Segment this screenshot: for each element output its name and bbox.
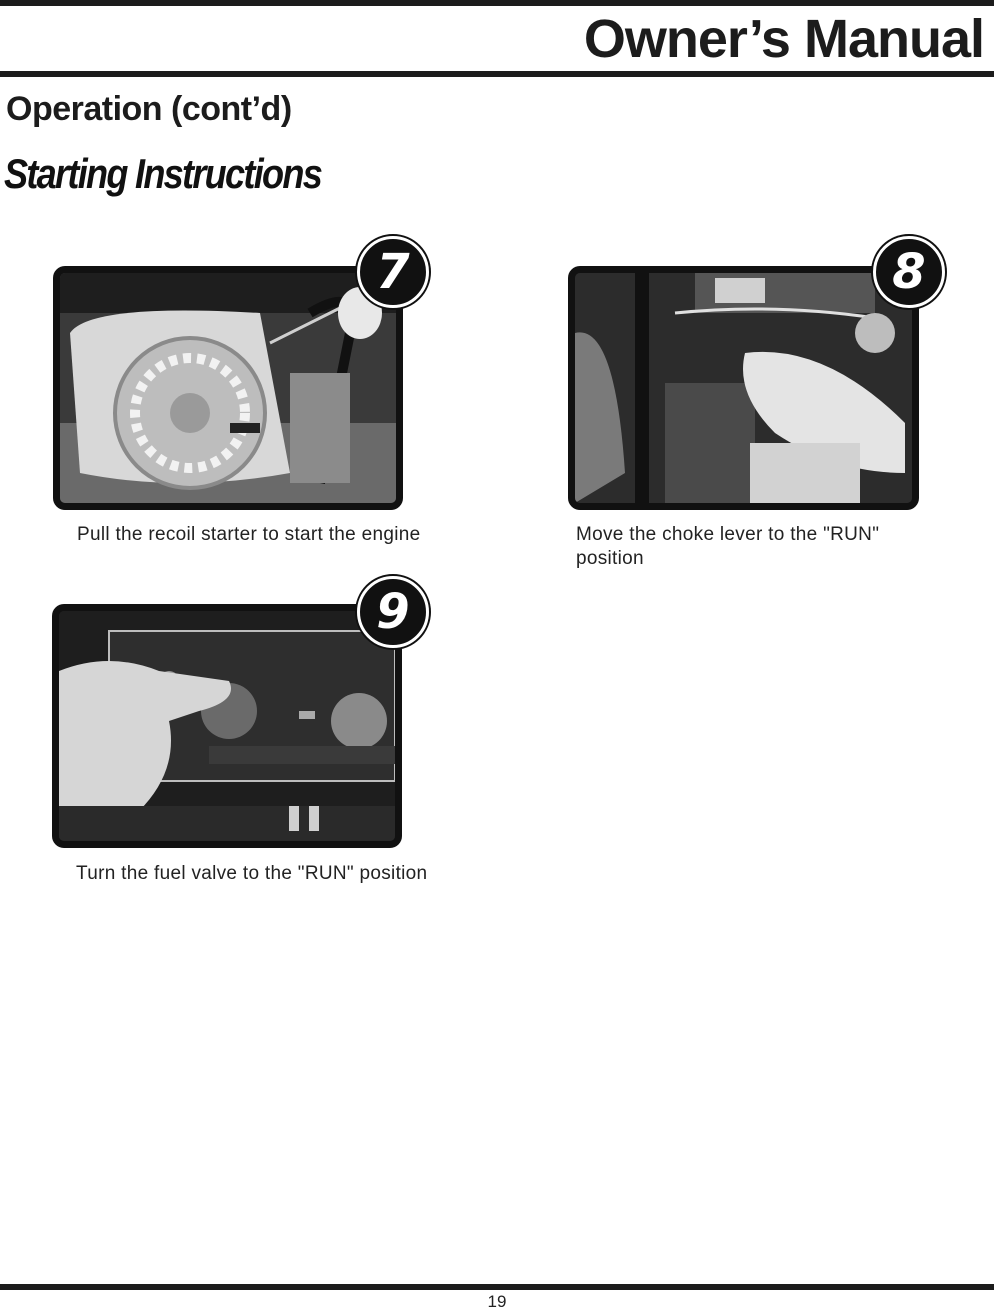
step-7-photo	[53, 266, 403, 510]
step-8-photo	[568, 266, 919, 510]
step-8-caption: Move the choke lever to the "RUN" position	[576, 524, 880, 569]
manual-title: Owner’s Manual	[583, 9, 984, 69]
footer-rule	[0, 1284, 994, 1290]
step-7-caption: Pull the recoil starter to start the engine	[77, 524, 421, 545]
step-9-photo	[52, 604, 402, 848]
step-7-badge: 7	[357, 236, 429, 308]
subsection-title: Starting Instructions	[4, 150, 322, 197]
step-9-badge: 9	[357, 576, 429, 648]
section-title: Operation (cont’d)	[6, 90, 292, 128]
step-9-caption: Turn the fuel valve to the "RUN" position	[76, 863, 428, 884]
page-number: 19	[487, 1292, 507, 1311]
header-rule	[0, 71, 994, 77]
step-8-badge: 8	[873, 236, 945, 308]
